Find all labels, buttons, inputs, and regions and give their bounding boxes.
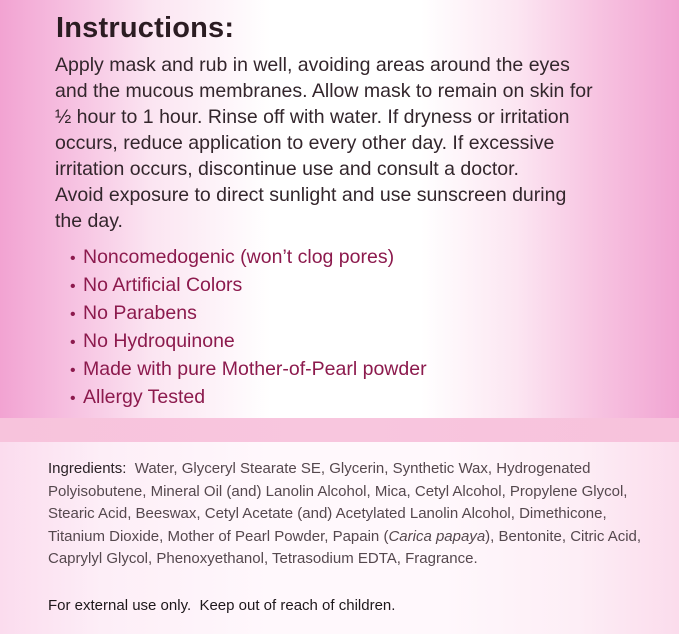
- feature-item: [70, 356, 427, 384]
- feature-item: [70, 272, 427, 300]
- divider-band: [0, 418, 679, 442]
- feature-label: No Artificial Colors: [83, 274, 243, 296]
- instructions-line: the day.: [55, 210, 123, 232]
- feature-label: No Hydroquinone: [83, 330, 235, 352]
- feature-item: [70, 328, 427, 356]
- ingredients-list-part2: ), Bentonite, Citric Acid, Caprylyl Glycol, Phenoxyethanol, Tetrasodium EDTA, Fragrance.: [48, 527, 642, 567]
- feature-item: [70, 300, 427, 328]
- feature-label: Made with pure Mother-of-Pearl powder: [83, 358, 427, 380]
- instructions-line: ½ hour to 1 hour. Rinse off with water. If dryness or irritation: [55, 106, 570, 128]
- bullet-icon: •: [70, 250, 76, 267]
- bullet-icon: •: [70, 306, 76, 323]
- features-list: [70, 244, 427, 412]
- instructions-line: Apply mask and rub in well, avoiding areas around the eyes: [55, 54, 570, 76]
- ingredients-list-part1: Water, Glyceryl Stearate SE, Glycerin, Synthetic Wax, Hydrogenated Polyisobutene, Mineral Oil (and) Lanolin Alcohol, Mica, Cetyl Alcohol, Propylene Glycol, Stearic Acid, Beeswax, Cetyl Acetate (and) Acetylated Lanolin Alcohol, Dimethicone, Titanium Dioxide, Mother of Pearl Powder, Papain (: [48, 460, 628, 545]
- instructions-heading: Instructions:: [56, 12, 235, 44]
- bullet-icon: •: [70, 278, 76, 295]
- feature-label: No Parabens: [83, 302, 197, 324]
- feature-item: [70, 244, 427, 272]
- instructions-line: Avoid exposure to direct sunlight and use sunscreen during: [55, 184, 567, 206]
- feature-label: Allergy Tested: [83, 386, 206, 408]
- instructions-line: and the mucous membranes. Allow mask to remain on skin for: [55, 80, 593, 102]
- feature-label: Noncomedogenic (won’t clog pores): [83, 246, 395, 268]
- ingredients-text: [48, 458, 648, 571]
- instructions-body: [55, 52, 655, 234]
- ingredients-label: Ingredients:: [48, 460, 127, 477]
- ingredients-italic-name: Carica papaya: [388, 527, 486, 545]
- bullet-icon: •: [70, 334, 76, 351]
- bullet-icon: •: [70, 362, 76, 379]
- feature-item: [70, 384, 427, 412]
- bullet-icon: •: [70, 390, 76, 407]
- instructions-line: irritation occurs, discontinue use and consult a doctor.: [55, 158, 519, 180]
- instructions-line: occurs, reduce application to every other day. If excessive: [55, 132, 555, 154]
- warning-text: For external use only. Keep out of reach of children.: [48, 597, 396, 614]
